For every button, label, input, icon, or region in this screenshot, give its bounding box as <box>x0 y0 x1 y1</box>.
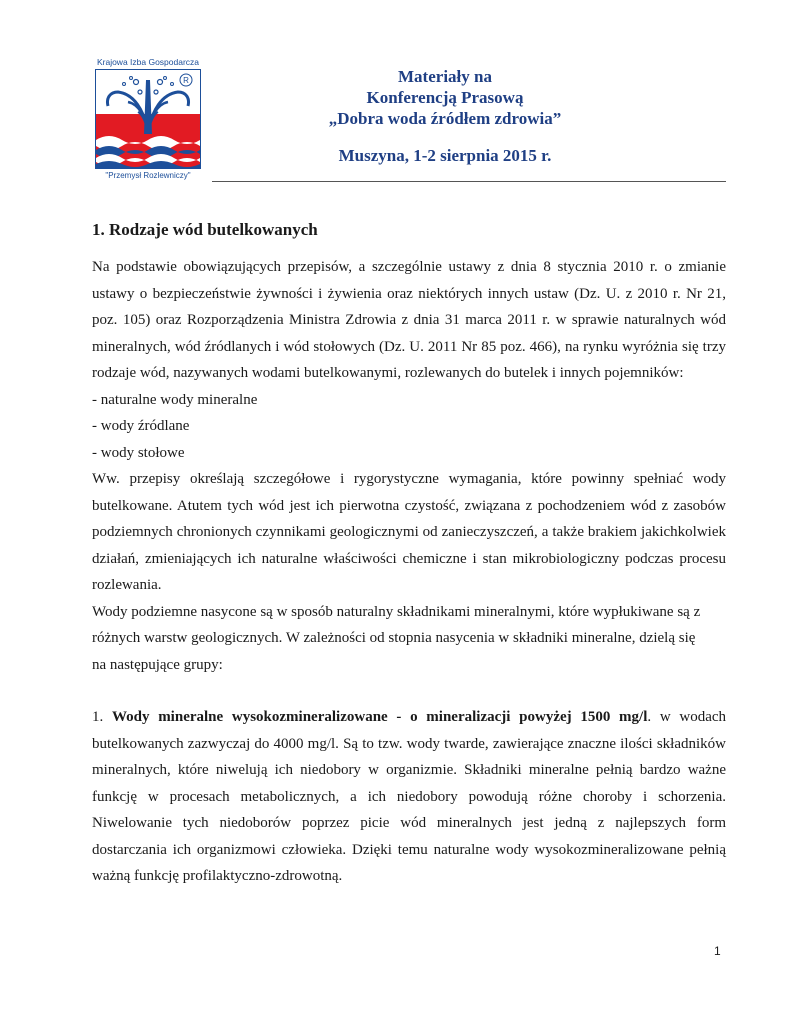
header-title-line-2: Konferencją Prasową <box>366 88 524 107</box>
kig-logo <box>92 57 204 183</box>
logo-emblem <box>95 69 201 169</box>
logo-top-text: Krajowa Izba Gospodarcza <box>96 57 200 67</box>
intro-paragraph: Na podstawie obowiązujących przepisów, a szczególnie ustawy z dnia 8 stycznia 2010 r. o zmianie ustawy o bezpieczeństwie żywności i żywienia oraz niektórych innych ustaw (Dz. U. z 2010 r. Nr 21, poz. 105) oraz Rozporządzenia Ministra Zdrowia z dnia 31 marca 2011 r. w sprawie naturalnych wód mineralnych, wód źródlanych i wód stołowych (Dz. U. 2011 Nr 85 poz. 466), na rynku wyróżnia się trzy rodzaje wód, nazywanych wodami butelkowanymi, rozlewanych do butelek i innych pojemników: <box>92 259 726 381</box>
document-body <box>92 254 726 890</box>
header-divider <box>212 181 726 182</box>
list-item: - wody stołowe <box>92 444 185 461</box>
page-number: 1 <box>714 944 721 958</box>
logo-bottom-text: "Przemysł Rozlewniczy" <box>105 171 191 180</box>
list-item: - wody źródlane <box>92 418 190 434</box>
fountain-icon <box>96 70 200 168</box>
groups-paragraph-line-3: na następujące grupy: <box>92 656 223 673</box>
group-1-paragraph <box>92 704 726 890</box>
header-title-line-3: „Dobra woda źródłem zdrowia” <box>328 109 562 128</box>
requirements-paragraph: Ww. przepisy określają szczegółowe i rygorystyczne wymagania, które powinny spełniać wody butelkowane. Atutem tych wód jest ich pierwotna czystość, związana z pochodzeniem wód z zasobów podziemnych chronionych czynnikami geologicznymi od zanieczyszczeń, a także brakiem jakichkolwiek działań, zmieniających ich naturalne właściwości chemiczne i stan mikrobiologiczny podczas procesu rozlewania. <box>92 471 726 593</box>
section-heading: 1. Rodzaje wód butelkowanych <box>92 220 318 239</box>
registered-mark: R <box>183 76 189 85</box>
header-title <box>300 66 590 129</box>
header-date: Muszyna, 1-2 sierpnia 2015 r. <box>338 146 552 165</box>
list-item: - naturalne wody mineralne <box>92 391 258 408</box>
group-1-description: . w wodach butelkowanych zazwyczaj do 4000 mg/l. Są to tzw. wody twarde, zawierające znaczne ilości składników mineralnych, które niwelują ich niedobory w organizmie. Składniki mineralne pełnią bardzo ważne funkcję w procesach metabolicznych, a ich niedobory powodują różne choroby i schorzenia. Niwelowanie tych niedoborów poprzez picie wód mineralnych jest jedną z najlepszych form dostarczania ich organizmowi człowieka. Dzięki temu naturalne wody wysokozmineralizowane pełnią ważną funkcję profilaktyczno-zdrowotną. <box>92 709 727 884</box>
groups-paragraph-line-2: różnych warstw geologicznych. W zależności od stopnia nasycenia w składniki mineralne, dzielą się <box>92 630 696 646</box>
groups-paragraph-line-1: Wody podziemne nasycone są w sposób naturalny składnikami mineralnymi, które wypłukiwane są z <box>92 603 701 620</box>
group-1-title: Wody mineralne wysokozmineralizowane - o mineralizacji powyżej 1500 mg/l <box>111 709 648 725</box>
group-1-number: 1. <box>92 709 112 725</box>
header-title-line-1: Materiały na <box>398 67 492 86</box>
paragraph-gap <box>92 678 726 704</box>
